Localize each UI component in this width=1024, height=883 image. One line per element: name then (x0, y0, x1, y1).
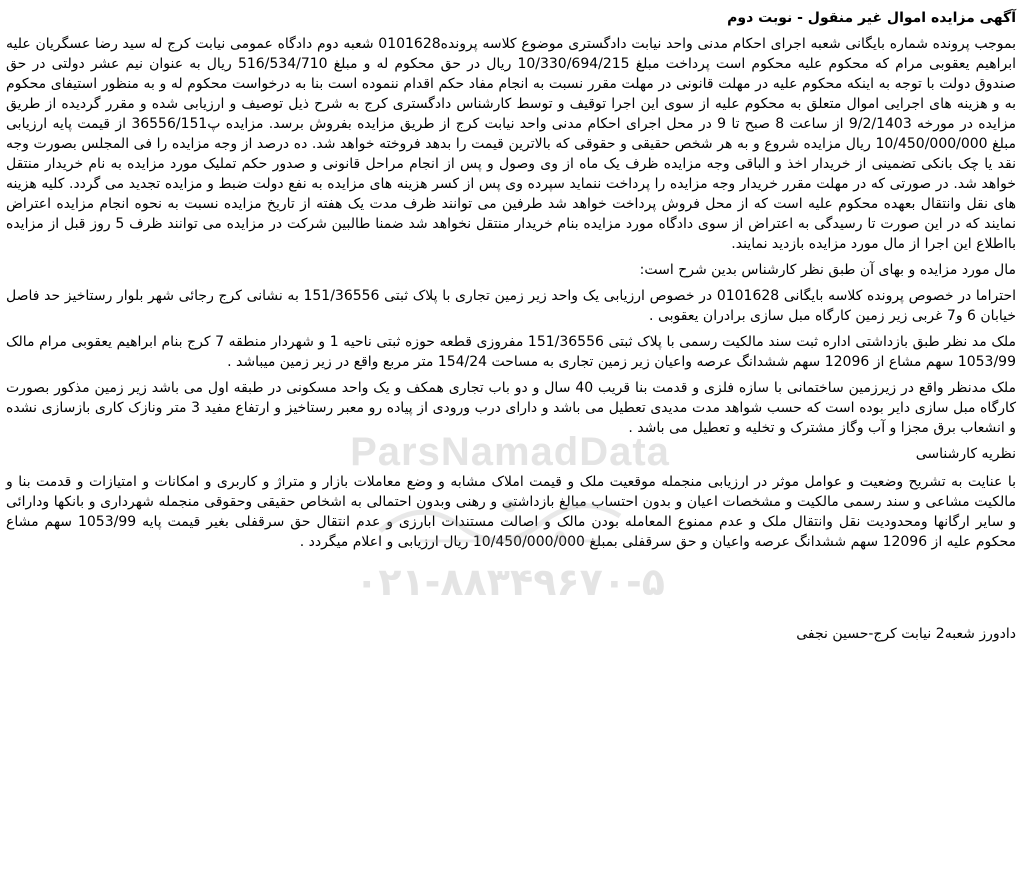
property-description-paragraph: ملک مدنظر واقع در زیرزمین ساختمانی با سازه فلزی و قدمت بنا قریب 40 سال و دو باب تجاری همکف و یک واحد مسکونی در طبقه اول می باشد زیر زمین مذکور بصورت کارگاه مبل سازی دایر بوده است که حسب شواهد مدت مدیدی تعطیل می باشد و دارای درب ورودی از پیاده رو معبر رستاخیز و ارتفاع مفید 3 متر ونازک کاری بازسازی نشده و انشعاب برق مجزا و آب وگاز مشترک و تخلیه و تعطیل می باشد . (6, 380, 1017, 436)
watermark-brand: ParsNamadData (350, 430, 670, 474)
appraisal-case-paragraph: احتراما در خصوص پرونده کلاسه بایگانی 0101628 در خصوص ارزیابی یک واحد زیر زمین تجاری با پلاک ثبتی 151/36556 به نشانی کرج رجائی شهر بلوار رستاخیز حد فاصل خیابان 6 و7 غربی زیر زمین کارگاه مبل سازی برادران یعقوبی . (6, 288, 1016, 324)
expert-opinion-paragraph: با عنایت به تشریح وضعیت و عوامل موثر در ارزیابی منجمله موقعیت ملک و قیمت املاک مشابه و وضع معاملات بازار و متراژ و کاربری و امکانات و امتیازات و قدمت بنا و مالکیت مشاعی و سند رسمی مالکیت و مشخصات اعیان و بدون احتساب مبالغ بازداشتی و رهنی وبدون احتمالی به اشخاص حقیقی وحقوقی منجمله شهرداری و بانکها ودارائی و سایر ارگانها ومحدودیت نقل وانتقال ملک و عدم ممنوع المعامله بودن مالک و اصالت مستندات ابارزی و عدم انتقال حق سرقفلی بغیر قیمت پایه 1053/99 سهم مشاع محکوم علیه از 12096 سهم ششدانگ عرصه واعیان و حق سرقفلی بمبلغ 10/450/000/000 ریال ارزیابی و اعلام میگردد . (6, 474, 1016, 550)
signature-line: دادورز شعبه2 نیابت کرج-حسین نجفی (796, 626, 1016, 642)
watermark-phone: ۰۲۱-۸۸۳۴۹۶۷۰-۵ (355, 560, 665, 604)
notice-body-paragraph: بموجب پرونده شماره بایگانی شعبه اجرای احکام مدنی واحد نیابت دادگستری موضوع کلاسه پرونده0101628 شعبه دوم دادگاه عمومی نیابت کرج له سید رضا عسگریان علیه ابراهیم یعقوبی مرام که محکوم علیه محکوم است پرداخت مبلغ 10/330/694/215 ریال در حق محکوم له و مبلغ 516/534/710 ریال به عنوان نیم عشر دولتی در حق صندوق دولت با توجه به اینکه محکوم علیه در مهلت قانونی در مهلت مقرر نسبت به انجام مفاد حکم اقدام ننموده است بنا به درخواست محکوم له و به منظور استیفای محکوم به و هزینه های اجرایی اموال متعلق به محکوم علیه از سوی این اجرا توقیف و توسط کارشناس دادگستری کرج به شرح ذیل توصیف و ارزیابی شده و مقرر گردیده از طریق مزایده در مورخه 9/2/1403 از ساعت 8 صبح تا 9 در محل اجرای احکام مدنی واحد نیابت کرج از طریق مزایده بفروش برسد. مزایده پ36556/151 از قیمت پایه ارزیابی مبلغ 10/450/000/000 ریال مزایده شروع و به هر شخص حقیقی و حقوقی که بالاترین قیمت را بدهد فروخته خواهد شد. ده درصد از وجه مزایده را فی المجلس بصورت وجه نقد یا چک بانکی تضمینی از خریدار اخذ و الباقی وجه مزایده ظرف یک ماه از وی وصول و پس از انجام مراحل قانونی و صدور حکم تملیک مورد مزایده به نام خریدار منتقل خواهد شد. در صورتی که در مهلت مقرر خریدار وجه مزایده را پرداخت ننماید سپرده وی پس از کسر هزینه های مزایده به نفع دولت ضبط و مزایده تجدید می گردد. کلیه هزینه های نقل وانتقال بعهده محکوم علیه است که از محل فروش پرداخت خواهد شد طرفین می توانند ظرف مدت یک هفته از تاریخ مزایده نسبت به نحوه انجام مزایده اعتراض نمایند که در این صورت تا رسیدگی به اعتراض از سوی دادگاه مورد مزایده بنام خریدار منتقل نخواهد شد ضمنا طالبین شرکت در مزایده می توانند ظرف 5 روز قبل از مزایده بااطلاع این اجرا از مال مورد مزایده بازدید نمایند. (6, 36, 1016, 252)
notice-title: آگهی مزایده اموال غیر منقول - نوبت دوم (727, 10, 1016, 26)
asset-intro-line: مال مورد مزایده و بهای آن طبق نظر کارشناس بدین شرح است: (639, 262, 1016, 278)
expert-opinion-heading: نظریه کارشناسی (915, 446, 1016, 462)
spacer (6, 558, 1016, 618)
property-deed-paragraph: ملک مد نظر طبق بازداشتی اداره ثبت سند مالکیت رسمی با پلاک ثبتی 151/36556 مفروزی قطعه حوزه ثبتی ناحیه 1 و شهردار منطقه 7 کرج بنام ابراهیم یعقوبی مرام مالک 1053/99 سهم مشاع از 12096 سهم ششدانگ عرصه واعیان زیر زمین تجاری به مساحت 154/24 متر مربع واقع در زیر زمین میباشد . (6, 334, 1016, 370)
auction-notice (6, 8, 1016, 878)
